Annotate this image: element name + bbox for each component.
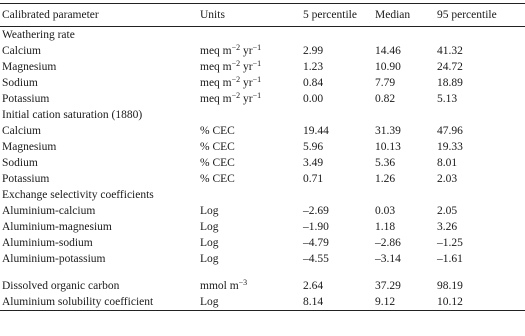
unit-text: % CEC: [200, 157, 235, 169]
table-row: [0, 91, 525, 107]
median-cell: 1.26: [375, 173, 396, 185]
median-cell: 7.79: [375, 77, 396, 89]
parameter-cell: Aluminium-magnesium: [2, 221, 112, 233]
parameter-cell: Calcium: [2, 45, 41, 57]
parameter-cell: Aluminium-calcium: [2, 205, 96, 217]
table-row: [0, 294, 525, 311]
unit-text: meq m: [200, 61, 232, 73]
unit-text: % CEC: [200, 141, 235, 153]
parameter-cell: Aluminium-potassium: [2, 253, 106, 265]
95-percentile-cell: 41.32: [437, 45, 463, 57]
header-5-percentile: 5 percentile: [303, 9, 357, 21]
parameter-cell: Dissolved organic carbon: [2, 280, 120, 292]
unit-exponent: −1: [252, 91, 262, 100]
table-row: [0, 75, 525, 91]
unit-text: Log: [200, 205, 219, 217]
spacer-cell: [0, 267, 525, 278]
parameter-cell: Sodium: [2, 77, 38, 89]
5-percentile-cell: –1.90: [303, 221, 329, 233]
parameter-cell: Magnesium: [2, 141, 57, 153]
95-percentile-cell: 3.26: [437, 221, 458, 233]
units-cell: [200, 123, 303, 139]
units-cell: [200, 203, 303, 219]
table-row: [0, 251, 525, 267]
5-percentile-cell: 0.84: [303, 77, 324, 89]
parameter-cell: Magnesium: [2, 61, 57, 73]
5-percentile-cell: 8.14: [303, 296, 324, 308]
5-percentile-cell: –2.69: [303, 205, 329, 217]
units-cell: [200, 139, 303, 155]
parameter-cell: Potassium: [2, 93, 50, 105]
unit-text: % CEC: [200, 125, 235, 137]
units-cell: [200, 43, 303, 59]
median-cell: –3.14: [375, 253, 401, 265]
95-percentile-cell: –1.61: [437, 253, 463, 265]
unit-text: meq m: [200, 45, 232, 57]
median-cell: –2.86: [375, 237, 401, 249]
unit-text: % CEC: [200, 173, 235, 185]
section-title: Exchange selectivity coefficients: [2, 189, 154, 201]
parameter-cell: Aluminium solubility coefficient: [2, 296, 154, 308]
unit-exponent: −1: [252, 43, 262, 52]
median-cell: 10.13: [375, 141, 401, 153]
table-row: [0, 278, 525, 294]
unit-text: Log: [200, 237, 219, 249]
95-percentile-cell: 5.13: [437, 93, 458, 105]
unit-exponent: −3: [238, 278, 248, 287]
95-percentile-cell: 47.96: [437, 125, 463, 137]
header-median: Median: [375, 9, 411, 21]
unit-exponent: −1: [252, 59, 262, 68]
5-percentile-cell: 2.64: [303, 280, 324, 292]
unit-text: mmol m: [200, 280, 239, 292]
95-percentile-cell: 2.03: [437, 173, 458, 185]
5-percentile-cell: 2.99: [303, 45, 324, 57]
table-row: [0, 155, 525, 171]
unit-exponent: −2: [231, 91, 241, 100]
header-95-percentile: 95 percentile: [437, 9, 497, 21]
unit-text: yr: [240, 93, 253, 105]
median-cell: 1.18: [375, 221, 396, 233]
5-percentile-cell: 5.96: [303, 141, 324, 153]
unit-text: Log: [200, 253, 219, 265]
95-percentile-cell: –1.25: [437, 237, 463, 249]
parameter-cell: Aluminium-sodium: [2, 237, 93, 249]
unit-exponent: −2: [231, 75, 241, 84]
5-percentile-cell: 19.44: [303, 125, 329, 137]
95-percentile-cell: 19.33: [437, 141, 463, 153]
table-row: [0, 59, 525, 75]
units-cell: [200, 59, 303, 75]
table-row: [0, 235, 525, 251]
units-cell: [200, 155, 303, 171]
95-percentile-cell: 24.72: [437, 61, 463, 73]
5-percentile-cell: 1.23: [303, 61, 324, 73]
units-cell: [200, 235, 303, 251]
median-cell: 0.82: [375, 93, 396, 105]
table-row: [0, 123, 525, 139]
unit-exponent: −2: [231, 59, 241, 68]
parameter-cell: Calcium: [2, 125, 41, 137]
parameter-cell: Sodium: [2, 157, 38, 169]
table-row: [0, 43, 525, 59]
unit-text: yr: [240, 45, 253, 57]
unit-text: Log: [200, 296, 219, 308]
table-row: [0, 171, 525, 187]
5-percentile-cell: –4.79: [303, 237, 329, 249]
median-cell: 31.39: [375, 125, 401, 137]
table-header-row: [0, 4, 525, 27]
header-units: Units: [200, 9, 225, 21]
table-body: [0, 27, 525, 311]
95-percentile-cell: 8.01: [437, 157, 458, 169]
median-cell: 0.03: [375, 205, 396, 217]
units-cell: [200, 294, 303, 311]
95-percentile-cell: 18.89: [437, 77, 463, 89]
section-title: Initial cation saturation (1880): [2, 109, 143, 121]
median-cell: 5.36: [375, 157, 396, 169]
median-cell: 37.29: [375, 280, 401, 292]
median-cell: 14.46: [375, 45, 401, 57]
parameter-cell: Potassium: [2, 173, 50, 185]
5-percentile-cell: 0.00: [303, 93, 324, 105]
table-row: [0, 219, 525, 235]
calibration-table: [0, 3, 525, 311]
header-parameter: Calibrated parameter: [2, 9, 99, 21]
5-percentile-cell: –4.55: [303, 253, 329, 265]
median-cell: 9.12: [375, 296, 396, 308]
section-title: Weathering rate: [2, 29, 75, 41]
95-percentile-cell: 10.12: [437, 296, 463, 308]
section-header-row: [0, 27, 525, 44]
unit-text: meq m: [200, 77, 232, 89]
table-row: [0, 139, 525, 155]
section-header-row: [0, 187, 525, 203]
section-header-row: [0, 107, 525, 123]
units-cell: [200, 171, 303, 187]
unit-text: Log: [200, 221, 219, 233]
unit-text: yr: [240, 61, 253, 73]
95-percentile-cell: 2.05: [437, 205, 458, 217]
units-cell: [200, 219, 303, 235]
spacer-row: [0, 267, 525, 278]
units-cell: [200, 251, 303, 267]
unit-text: meq m: [200, 93, 232, 105]
units-cell: [200, 278, 303, 294]
median-cell: 10.90: [375, 61, 401, 73]
table-row: [0, 203, 525, 219]
5-percentile-cell: 3.49: [303, 157, 324, 169]
95-percentile-cell: 98.19: [437, 280, 463, 292]
units-cell: [200, 91, 303, 107]
unit-exponent: −1: [252, 75, 262, 84]
unit-text: yr: [240, 77, 253, 89]
5-percentile-cell: 0.71: [303, 173, 324, 185]
unit-exponent: −2: [231, 43, 241, 52]
units-cell: [200, 75, 303, 91]
